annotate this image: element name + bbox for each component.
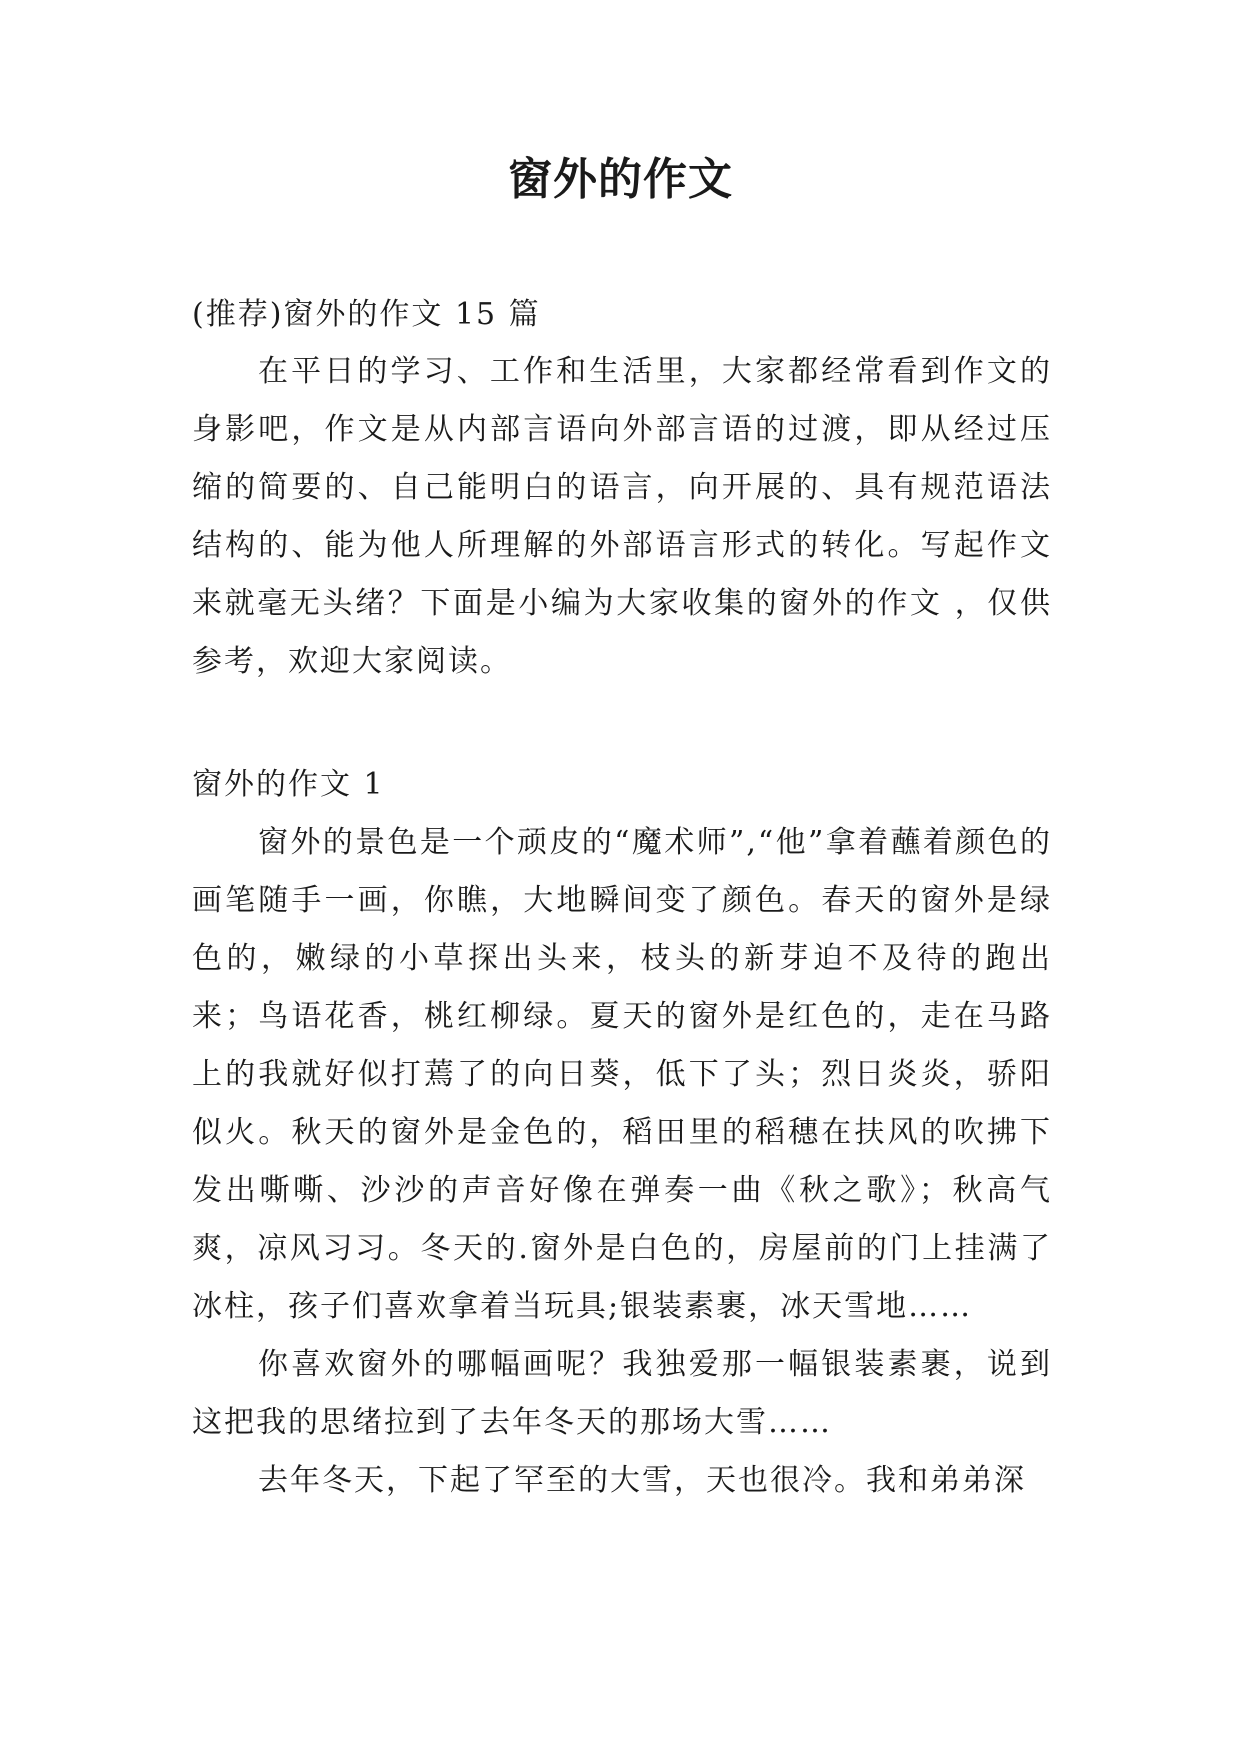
section-body xyxy=(192,814,1052,1510)
intro-paragraph: 在平日的学习、工作和生活里，大家都经常看到作文的身影吧，作文是从内部言语向外部言语的过渡，即从经过压缩的简要的、自己能明白的语言，向开展的、具有规范语法结构的、能为他人所理解的外部语言形式的转化。写起作文来就毫无头绪？下面是小编为大家收集的窗外的作文 ，仅供参考，欢迎大家阅读。 xyxy=(192,354,1052,679)
body-paragraph-1: 窗外的景色是一个顽皮的“魔术师”,“他”拿着蘸着颜色的画笔随手一画，你瞧，大地瞬间变了颜色。春天的窗外是绿色的，嫩绿的小草探出头来，枝头的新芽迫不及待的跑出来；鸟语花香，桃红柳绿。夏天的窗外是红色的，走在马路上的我就好似打蔫了的向日葵，低下了头；烈日炎炎，骄阳似火。秋天的窗外是金色的，稻田里的稻穗在扶风的吹拂下发出嘶嘶、沙沙的声音好像在弹奏一曲《秋之歌》；秋高气爽，凉风习习。冬天的.窗外是白色的，房屋前的门上挂满了冰柱，孩子们喜欢拿着当玩具;银装素裹，冰天雪地…… xyxy=(192,825,1052,1324)
intro-block xyxy=(192,343,1052,691)
body-paragraph-3: 去年冬天，下起了罕至的大雪，天也很冷。我和弟弟深 xyxy=(258,1463,1026,1498)
document-subtitle: (推荐)窗外的作文 15 篇 xyxy=(192,297,541,332)
document-title: 窗外的作文 xyxy=(508,154,733,205)
body-paragraph-2: 你喜欢窗外的哪幅画呢？我独爱那一幅银装素裹，说到这把我的思绪拉到了去年冬天的那场大雪…… xyxy=(192,1347,1052,1440)
section-heading: 窗外的作文 1 xyxy=(192,767,385,802)
